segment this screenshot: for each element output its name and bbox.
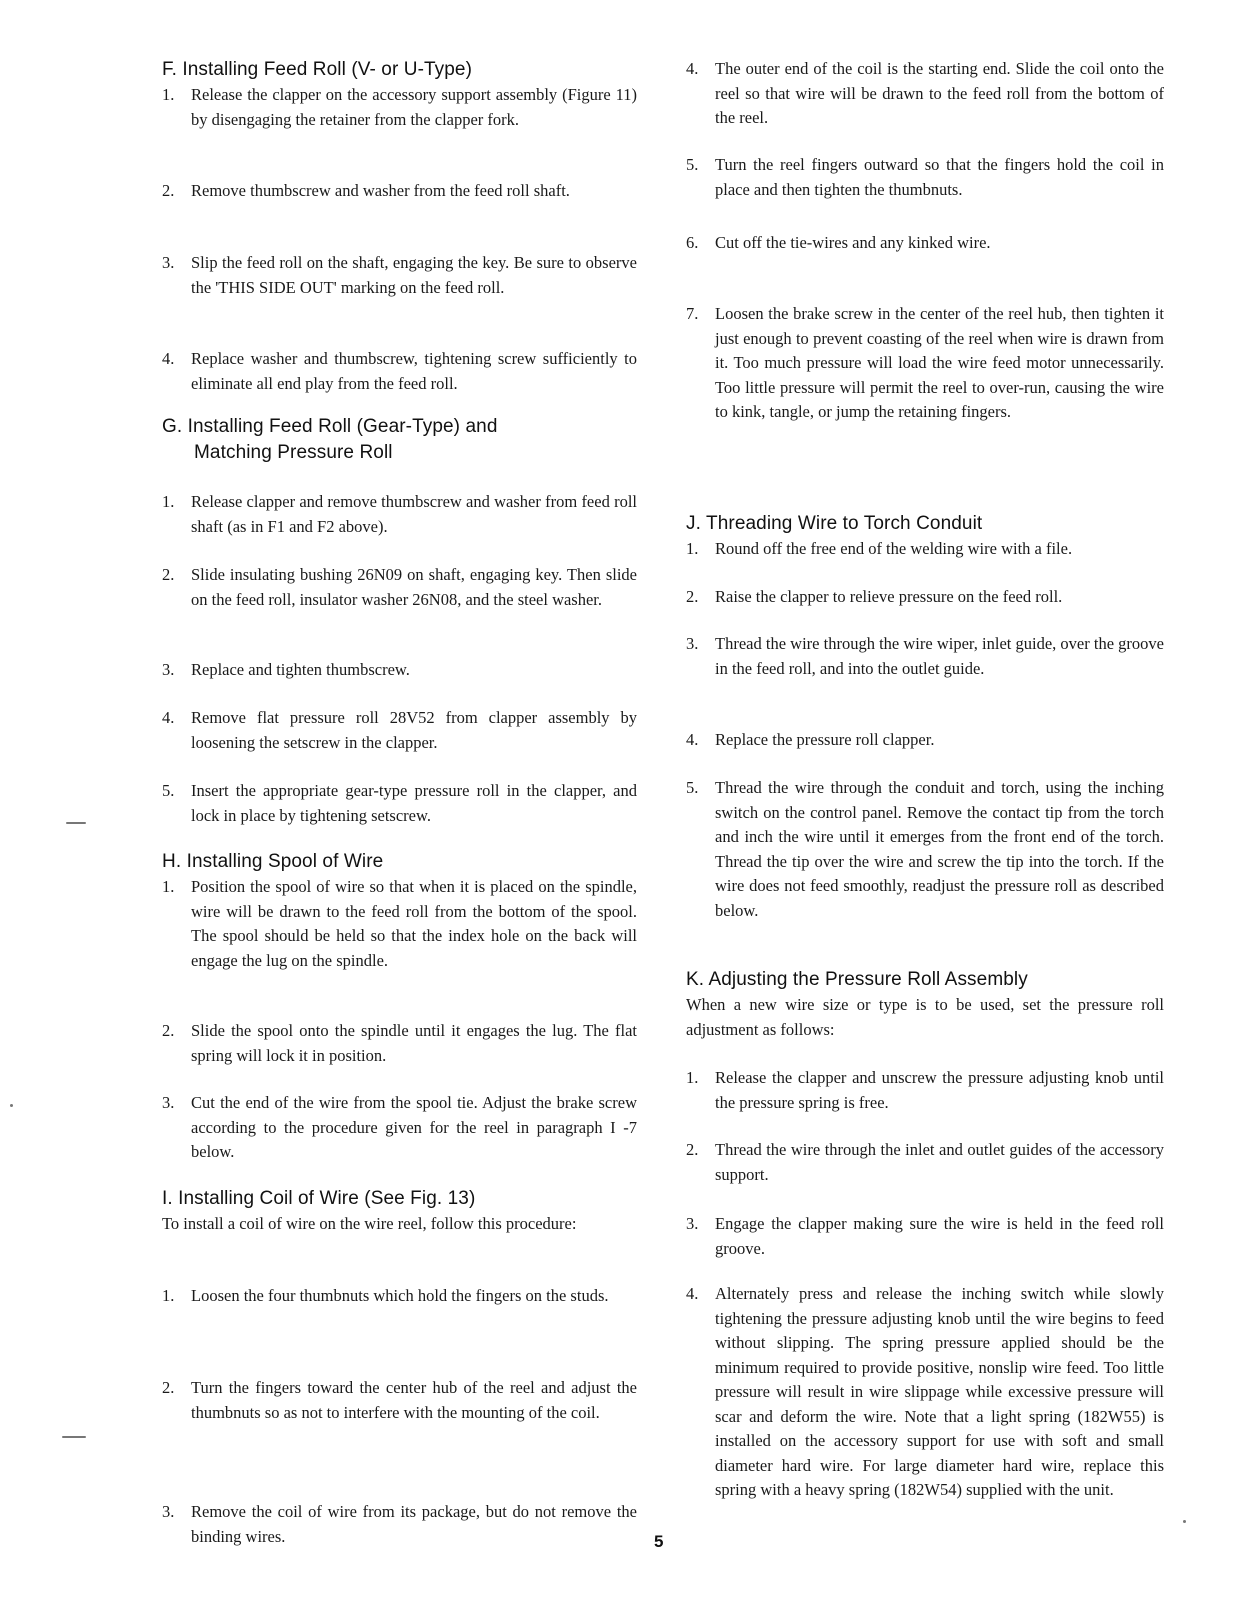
list-item [162,658,637,683]
list-item [686,302,1164,425]
section-j-heading: J. Threading Wire to Torch Conduit [686,513,983,534]
section-k-heading: K. Adjusting the Pressure Roll Assembly [686,969,1028,990]
list-item [686,1066,1164,1115]
item-text: Insert the appropriate gear-type pressure roll in the clapper, and lock in place by tightening setscrew. [191,781,637,825]
item-number: 4. [686,730,699,749]
item-number: 4. [162,349,175,368]
item-number: 3. [686,634,699,653]
scan-mark [10,1104,13,1107]
list-item [162,251,637,300]
item-text: Position the spool of wire so that when it is placed on the spindle, wire will be drawn to the feed roll from the bottom of the spool. The spool should be held so that the index hole on the back will engage the lug on the spindle. [191,877,637,970]
section-g-heading [162,414,637,466]
item-text: Loosen the four thumbnuts which hold the fingers on the studs. [191,1286,609,1305]
list-item [686,1282,1164,1503]
list-item [686,57,1164,131]
section-g-heading-line1: G. Installing Feed Roll (Gear-Type) and [162,416,498,437]
item-number: 1. [162,85,175,104]
item-text: Remove the coil of wire from its package, but do not remove the binding wires. [191,1502,637,1546]
scan-mark [62,1436,86,1438]
item-number: 2. [686,1140,699,1159]
item-number: 2. [162,1378,175,1397]
list-item [686,632,1164,681]
section-i-intro: To install a coil of wire on the wire reel, follow this procedure: [162,1214,577,1233]
item-number: 5. [686,778,699,797]
item-number: 6. [686,233,699,252]
item-number: 4. [162,708,175,727]
section-h-heading: H. Installing Spool of Wire [162,851,384,872]
item-number: 3. [162,1093,175,1112]
item-number: 1. [162,877,175,896]
item-number: 4. [686,59,699,78]
list-item [686,537,1164,562]
item-number: 4. [686,1284,699,1303]
list-item [162,179,637,204]
item-text: Cut the end of the wire from the spool tie. Adjust the brake screw according to the procedure given for the reel in paragraph I -7 below. [191,1093,637,1161]
item-text: Remove thumbscrew and washer from the feed roll shaft. [191,181,570,200]
item-text: Thread the wire through the conduit and torch, using the inching switch on the control panel. Remove the contact tip from the torch and inch the wire until it emerges from the front end of the torch. Thread the tip over the wire and screw the tip into the torch. If the wire does not feed smoothly, readjust the pressure roll as described below. [715,778,1164,920]
list-item [162,1500,637,1549]
item-text: Loosen the brake screw in the center of the reel hub, then tighten it just enough to prevent coasting of the reel when wire is drawn from it. Too much pressure will load the wire feed motor unnecessarily. Too little pressure will permit the reel to over-run, causing the wire to kink, tangle, or jump the retaining fingers. [715,304,1164,421]
item-text: Slide the spool onto the spindle until it engages the lug. The flat spring will lock it in position. [191,1021,637,1065]
item-text: Cut off the tie-wires and any kinked wire. [715,233,991,252]
list-item [162,347,637,396]
item-number: 1. [686,539,699,558]
item-text: Replace and tighten thumbscrew. [191,660,410,679]
list-item [162,563,637,612]
item-number: 2. [162,1021,175,1040]
list-item [162,490,637,539]
item-text: Remove flat pressure roll 28V52 from clapper assembly by loosening the setscrew in the clapper. [191,708,637,752]
item-number: 5. [686,155,699,174]
list-item [686,153,1164,202]
item-text: Turn the fingers toward the center hub of the reel and adjust the thumbnuts so as not to interfere with the mounting of the coil. [191,1378,637,1422]
list-item [162,1376,637,1425]
section-g-heading-line2: Matching Pressure Roll [194,442,393,463]
list-item [162,1091,637,1165]
item-text: Release the clapper and unscrew the pressure adjusting knob until the pressure spring is free. [715,1068,1164,1112]
item-text: Raise the clapper to relieve pressure on the feed roll. [715,587,1063,606]
item-number: 3. [686,1214,699,1233]
item-number: 7. [686,304,699,323]
list-item [686,1212,1164,1261]
item-text: Thread the wire through the inlet and outlet guides of the accessory support. [715,1140,1164,1184]
item-number: 3. [162,253,175,272]
item-number: 5. [162,781,175,800]
list-item [686,728,1164,753]
section-f-heading: F. Installing Feed Roll (V- or U-Type) [162,59,473,80]
list-item [162,1019,637,1068]
scan-mark [66,822,86,824]
list-item [686,231,1164,256]
item-text: Replace washer and thumbscrew, tightening screw sufficiently to eliminate all end play from the feed roll. [191,349,637,393]
item-number: 1. [686,1068,699,1087]
list-item [686,585,1164,610]
item-text: Slip the feed roll on the shaft, engaging the key. Be sure to observe the 'THIS SIDE OUT' marking on the feed roll. [191,253,637,297]
item-text: Slide insulating bushing 26N09 on shaft, engaging key. Then slide on the feed roll, insulator washer 26N08, and the steel washer. [191,565,637,609]
item-number: 1. [162,1286,175,1305]
item-text: Engage the clapper making sure the wire is held in the feed roll groove. [715,1214,1164,1258]
list-item [686,1138,1164,1187]
list-item [162,706,637,755]
item-number: 3. [162,1502,175,1521]
list-item [162,1284,637,1309]
list-item [162,875,637,973]
item-number: 2. [162,181,175,200]
item-number: 2. [162,565,175,584]
item-text: Alternately press and release the inching switch while slowly tightening the pressure adjusting knob until the wire begins to feed without slipping. The spring pressure applied should be the minimum required to provide positive, nonslip wire feed. Too little pressure will result in wire slippage while excessive pressure will scar and deform the wire. Note that a light spring (182W55) is installed on the accessory support for use with soft and small diameter hard wire. For large diameter hard wire, replace this spring with a heavy spring (182W54) supplied with the unit. [715,1284,1164,1499]
item-text: Replace the pressure roll clapper. [715,730,935,749]
section-i-heading: I. Installing Coil of Wire (See Fig. 13) [162,1188,476,1209]
item-number: 3. [162,660,175,679]
item-text: Thread the wire through the wire wiper, inlet guide, over the groove in the feed roll, and into the outlet guide. [715,634,1164,678]
item-text: Round off the free end of the welding wire with a file. [715,539,1073,558]
item-number: 2. [686,587,699,606]
list-item [162,779,637,828]
item-text: Release clapper and remove thumbscrew and washer from feed roll shaft (as in F1 and F2 above). [191,492,637,536]
page-number: 5 [654,1532,664,1551]
item-number: 1. [162,492,175,511]
section-k-intro: When a new wire size or type is to be used, set the pressure roll adjustment as follows: [686,995,1164,1039]
list-item [686,776,1164,923]
list-item [162,83,637,132]
item-text: Release the clapper on the accessory support assembly (Figure 11) by disengaging the retainer from the clapper fork. [191,85,637,129]
scan-mark [1183,1520,1186,1523]
item-text: Turn the reel fingers outward so that the fingers hold the coil in place and then tighten the thumbnuts. [715,155,1164,199]
item-text: The outer end of the coil is the starting end. Slide the coil onto the reel so that wire will be drawn to the feed roll from the bottom of the reel. [715,59,1164,127]
